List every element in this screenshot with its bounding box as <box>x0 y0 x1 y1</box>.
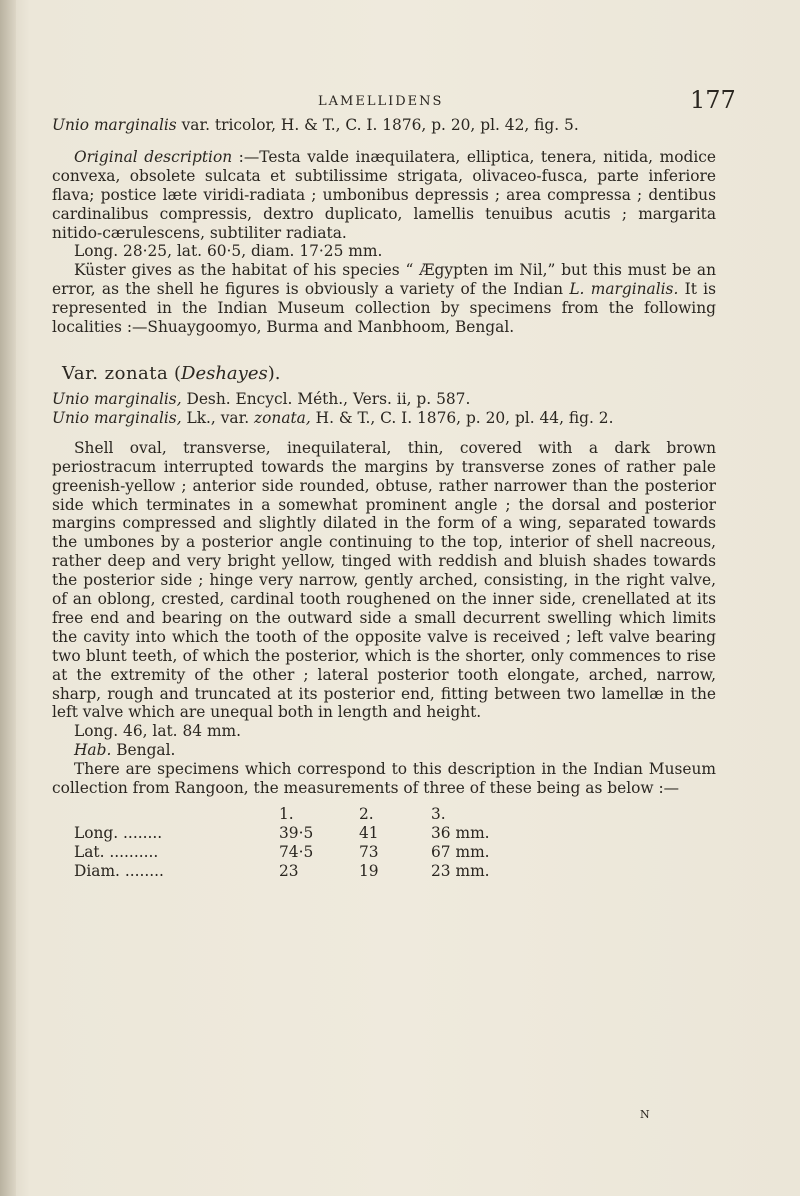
ref-lk-text: H. & T., C. I. 1876, p. 20, pl. 44, fig. 2. <box>310 408 614 427</box>
book-spine-shadow <box>0 0 16 1196</box>
kuster-text-1: Küster gives as the habitat of his species “ Ægypten im Nil,” but this must be an error, as the shell he figures is obviously a variety of the Indian <box>52 261 716 299</box>
habitat-label: Hab. <box>74 741 112 760</box>
variety-author: Deshayes <box>181 362 268 384</box>
ref-desh-name: Unio marginalis, <box>52 389 182 408</box>
page-number: 177 <box>690 86 736 114</box>
table-header-cell: 3. <box>431 804 446 823</box>
table-cell: Long. ........ <box>74 823 163 842</box>
table-cell: 19 <box>359 861 379 880</box>
table-cell: 67 mm. <box>431 842 490 861</box>
ref-lk-var: zonata, <box>254 408 311 427</box>
ref-lk-name: Unio marginalis, <box>52 408 182 427</box>
table-cell: Lat. .......... <box>74 842 159 861</box>
table-cell: 36 mm. <box>431 823 490 842</box>
habitat <box>52 741 716 760</box>
measurements-table <box>74 804 521 880</box>
kuster-paragraph <box>52 261 716 337</box>
measurements-1: Long. 28·25, lat. 60·5, diam. 17·25 mm. <box>74 242 383 261</box>
table-cell: 41 <box>359 823 379 842</box>
habitat-value: Bengal. <box>111 741 176 760</box>
table-row <box>74 823 521 842</box>
table-cell: 39·5 <box>279 823 314 842</box>
measurements-2: Long. 46, lat. 84 mm. <box>74 722 242 741</box>
table-cell: 73 <box>359 842 379 861</box>
kuster-text-2: It is represented in the Indian Museum collection by specimens from the following localities :—Shuaygoomyo, Burma and Manbhoom, Bengal. <box>52 280 717 337</box>
reference-tricolor <box>52 116 716 135</box>
reference-deshayes <box>52 390 716 409</box>
table-row <box>74 842 521 861</box>
signature-mark: N <box>640 1108 650 1121</box>
table-header-cell: 2. <box>359 804 374 823</box>
ref-lk-mid: Lk., var. <box>181 408 255 427</box>
table-cell: 23 <box>279 861 299 880</box>
text-block <box>52 116 716 880</box>
table-row <box>74 861 521 880</box>
table-cell: 23 mm. <box>431 861 490 880</box>
shell-description: Shell oval, transverse, inequilateral, thin, covered with a dark brown periostracum interrupted towards the margins by transverse zones of rather pale greenish-yellow ; anterior side rounded, obtuse, rather narrower than the posterior side which terminates in a somewhat prominent angle ; the dorsal and posterior margins compressed and slightly dilated in the form of a wing, separated towards the umbones by a posterior angle continuing to the top, interior of shell nacreous, rather deep and very bright yellow, tinged with reddish and bluish shades towards the posterior side ; hinge very narrow, gently arched, consisting, in the right valve, of an oblong, crested, cardinal tooth roughened on the inner side, crenellated at its free end and bearing on the outward side a small decurrent swelling which limits the cavity into which the tooth of the opposite valve is received ; left valve bearing two blunt teeth, of which the posterior, which is the shorter, only commences to rise at the extremity of the other ; lateral posterior tooth elongate, arched, narrow, sharp, rough and truncated at its posterior end, fitting between two lamellæ in the left valve which are unequal both in length and height. <box>52 438 716 722</box>
original-description-text: :—Testa valde inæquilatera, elliptica, tenera, nitida, modice convexa, obsolete sulcata et subtilissime strigata, olivaceo-fusca, parte inferiore flava; postice læte viridi-radiata ; umbonibus depressis ; area compressa ; dentibus cardinalibus compressis, dextro duplicato, lamellis tenuibus acutis ; margarita nitido-cærulescens, subtiliter radiata. <box>52 147 716 242</box>
reference-lamarck <box>52 409 716 428</box>
table-cell: 74·5 <box>279 842 314 861</box>
original-description-label: Original description <box>74 147 233 166</box>
variety-label: Var. zonata <box>62 362 169 384</box>
variety-heading: Var. zonata (Deshayes). <box>62 362 281 384</box>
species-name: Unio marginalis <box>52 116 177 134</box>
ref-desh-text: Desh. Encycl. Méth., Vers. ii, p. 587. <box>181 389 471 408</box>
original-description <box>52 148 716 243</box>
table-header-cell <box>74 804 279 823</box>
running-title: LAMELLIDENS <box>318 94 444 109</box>
table-header-cell: 1. <box>279 804 294 823</box>
specimens-note: There are specimens which correspond to this description in the Indian Museum collection from Rangoon, the measurements of three of these being as below :— <box>52 760 716 798</box>
table-header-row <box>74 804 521 823</box>
reference-text: var. tricolor, H. & T., C. I. 1876, p. 20, pl. 42, fig. 5. <box>176 116 579 134</box>
kuster-species: L. marginalis. <box>569 280 679 299</box>
table-cell: Diam. ........ <box>74 861 164 880</box>
